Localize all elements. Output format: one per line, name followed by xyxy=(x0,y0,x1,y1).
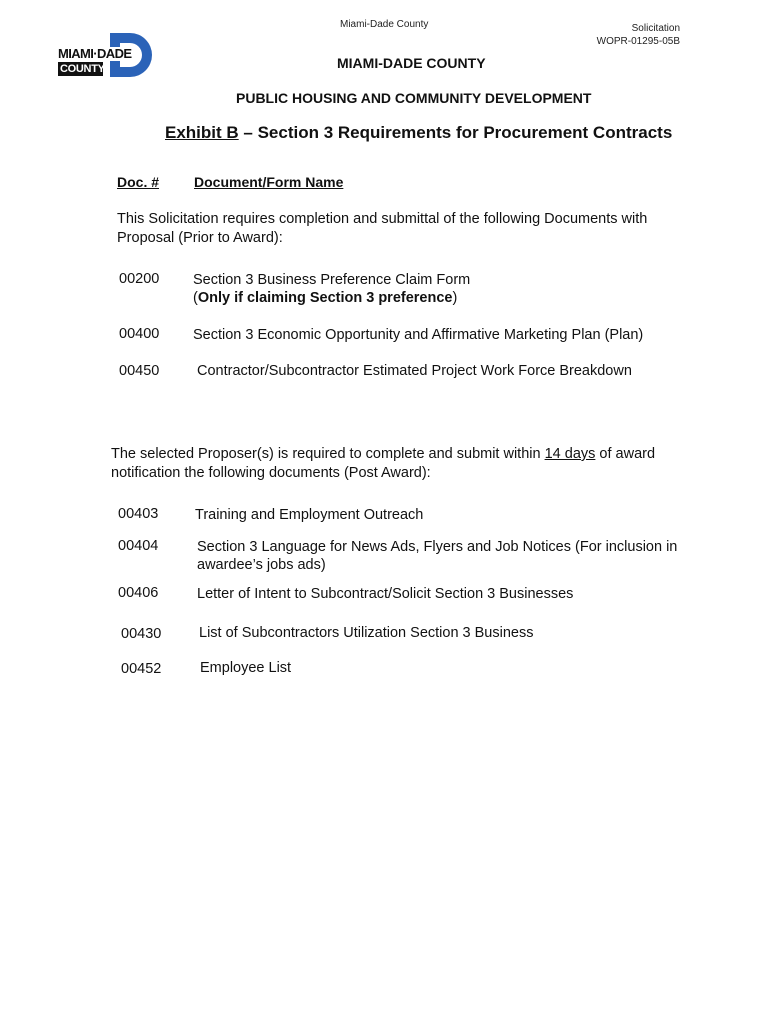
miami-dade-logo xyxy=(58,31,156,79)
post-award-intro xyxy=(111,445,655,483)
post-award-intro-line1: The selected Proposer(s) is required to complete and submit within 14 days of award xyxy=(111,446,656,462)
exhibit-title-rest: – Section 3 Requirements for Procurement Contracts xyxy=(238,123,673,142)
doc-name: List of Subcontractors Utilization Section 3 Business xyxy=(199,625,534,641)
doc-name: Letter of Intent to Subcontract/Solicit Section 3 Businesses xyxy=(197,586,574,602)
solicitation-label: Solicitation xyxy=(631,23,680,34)
doc-code: 00430 xyxy=(121,626,162,642)
doc-name: Employee List xyxy=(200,660,292,676)
column-doc-number: Doc. # xyxy=(117,174,160,190)
department-title: PUBLIC HOUSING AND COMMUNITY DEVELOPMENT xyxy=(236,90,592,106)
exhibit-title xyxy=(165,123,672,143)
exhibit-label: Exhibit B xyxy=(165,123,239,142)
doc-name: Training and Employment Outreach xyxy=(195,507,424,523)
logo-text-line1: MIAMI·DADE xyxy=(58,47,138,61)
doc-code: 00450 xyxy=(119,363,160,379)
doc-code: 00200 xyxy=(119,271,160,287)
doc-code: 00403 xyxy=(118,506,159,522)
doc-name-line2: awardee’s jobs ads) xyxy=(197,557,326,573)
doc-name-note: (Only if claiming Section 3 preference) xyxy=(193,290,458,306)
doc-name: Contractor/Subcontractor Estimated Project Work Force Breakdown xyxy=(197,363,632,379)
solicitation-number: WOPR-01295-05B xyxy=(596,36,680,47)
column-document-name: Document/Form Name xyxy=(194,174,344,190)
doc-name xyxy=(193,271,470,307)
pre-award-intro-line2: Proposal (Prior to Award): xyxy=(117,230,283,246)
post-award-intro-line2: notification the following documents (Post Award): xyxy=(111,465,431,481)
doc-code: 00404 xyxy=(118,538,159,554)
solicitation-block xyxy=(597,22,680,48)
doc-code: 00406 xyxy=(118,585,159,601)
doc-name xyxy=(197,538,677,574)
pre-award-intro-line1: This Solicitation requires completion and submittal of the following Documents with xyxy=(117,211,648,227)
header-center-text: Miami-Dade County xyxy=(340,19,429,30)
doc-code: 00400 xyxy=(119,326,160,342)
pre-award-intro xyxy=(117,210,647,248)
logo-text-line2: COUNTY xyxy=(60,63,105,75)
doc-name-line1: Section 3 Business Preference Claim Form xyxy=(193,272,471,288)
doc-code: 00452 xyxy=(121,661,162,677)
doc-name-line1: Section 3 Language for News Ads, Flyers and Job Notices (For inclusion in xyxy=(197,539,678,555)
doc-name: Section 3 Economic Opportunity and Affirmative Marketing Plan (Plan) xyxy=(193,327,644,343)
county-title: MIAMI-DADE COUNTY xyxy=(337,55,486,71)
